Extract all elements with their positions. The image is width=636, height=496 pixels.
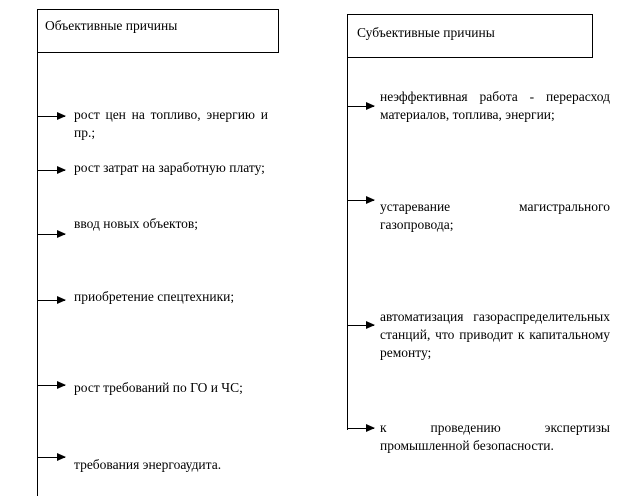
subjective-causes-title: Субъективные причины [357, 25, 495, 40]
subjective-connector-line [347, 58, 348, 430]
arrow-to-objective-item-1 [37, 116, 65, 117]
arrow-to-objective-item-6 [37, 457, 65, 458]
arrow-to-subjective-item-2 [347, 200, 374, 201]
arrow-to-objective-item-5 [37, 385, 65, 386]
objective-causes-title: Объективные причины [45, 18, 178, 33]
subjective-item-3: автоматизация газораспределительных станций, что приводит к капитальному ремонту; [380, 309, 610, 360]
objective-causes-box [37, 9, 279, 53]
objective-item-5: рост требований по ГО и ЧС; [74, 380, 243, 395]
subjective-item-2: устаревание магистрального газопровода; [380, 199, 610, 232]
subjective-causes-box [347, 14, 593, 58]
arrow-to-objective-item-4 [37, 300, 65, 301]
arrow-to-subjective-item-1 [347, 106, 374, 107]
arrow-to-objective-item-2 [37, 170, 65, 171]
arrow-to-objective-item-3 [37, 234, 65, 235]
objective-item-3: ввод новых объектов; [74, 216, 199, 231]
arrow-to-subjective-item-3 [347, 325, 374, 326]
objective-item-6: требования энергоаудита. [74, 457, 222, 472]
subjective-item-1: неэффективная работа - перерасход материалов, топлива, энергии; [380, 89, 610, 122]
objective-item-1: рост цен на топливо, энергию и пр.; [74, 107, 268, 140]
arrow-to-subjective-item-4 [347, 428, 374, 429]
objective-item-4: приобретение спецтехники; [74, 289, 235, 304]
subjective-item-4: к проведению экспертизы промышленной безопасности. [380, 420, 610, 453]
objective-connector-line [37, 53, 38, 496]
objective-item-2: рост затрат на заработную плату; [74, 160, 265, 175]
